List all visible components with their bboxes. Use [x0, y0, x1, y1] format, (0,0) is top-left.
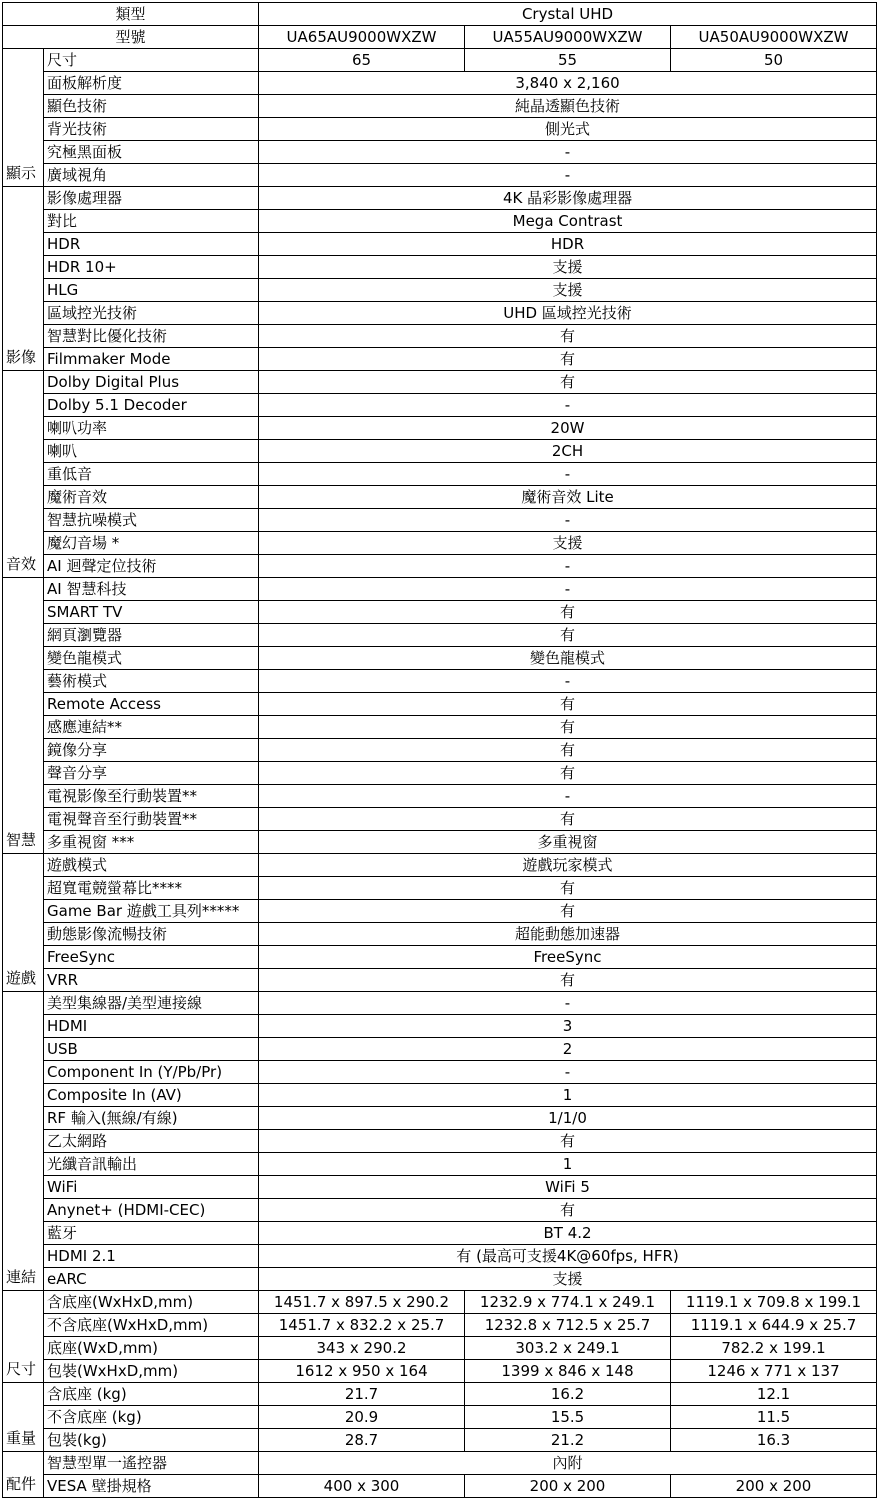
spec-value: -: [259, 141, 877, 164]
spec-label: 包裝(kg): [44, 1429, 259, 1452]
spec-value: -: [259, 992, 877, 1015]
spec-value: 3: [259, 1015, 877, 1038]
spec-row: [3, 831, 877, 854]
spec-label: Anynet+ (HDMI-CEC): [44, 1199, 259, 1222]
spec-value: 200 x 200: [465, 1475, 671, 1498]
spec-value: 4K 晶彩影像處理器: [259, 187, 877, 210]
spec-label: Composite In (AV): [44, 1084, 259, 1107]
spec-value: 1: [259, 1153, 877, 1176]
spec-value: 有: [259, 325, 877, 348]
spec-label: 智慧抗噪模式: [44, 509, 259, 532]
spec-value: 2: [259, 1038, 877, 1061]
spec-label: 多重視窗 ***: [44, 831, 259, 854]
spec-row: [3, 486, 877, 509]
spec-row: [3, 164, 877, 187]
spec-row: [3, 946, 877, 969]
spec-label: 對比: [44, 210, 259, 233]
spec-value: 20W: [259, 417, 877, 440]
spec-row: [3, 1199, 877, 1222]
spec-value: -: [259, 164, 877, 187]
spec-value: 1451.7 x 897.5 x 290.2: [259, 1291, 465, 1314]
spec-label: HDR 10+: [44, 256, 259, 279]
model-name: UA50AU9000WXZW: [671, 26, 877, 49]
spec-value: 1119.1 x 644.9 x 25.7: [671, 1314, 877, 1337]
spec-row: [3, 1452, 877, 1475]
spec-row: [3, 1061, 877, 1084]
spec-label: 魔術音效: [44, 486, 259, 509]
spec-label: 底座(WxD,mm): [44, 1337, 259, 1360]
spec-label: RF 輸入(無線/有線): [44, 1107, 259, 1130]
spec-value: 55: [465, 49, 671, 72]
spec-label: 電視聲音至行動裝置**: [44, 808, 259, 831]
spec-value: 50: [671, 49, 877, 72]
spec-value: 16.2: [465, 1383, 671, 1406]
spec-value: 1451.7 x 832.2 x 25.7: [259, 1314, 465, 1337]
spec-row: [3, 1130, 877, 1153]
category-label: 影像: [3, 187, 44, 371]
spec-value: 343 x 290.2: [259, 1337, 465, 1360]
spec-value: 支援: [259, 532, 877, 555]
spec-value: 純晶透顯色技術: [259, 95, 877, 118]
spec-value: 2CH: [259, 440, 877, 463]
spec-row: [3, 1475, 877, 1498]
spec-label: 聲音分享: [44, 762, 259, 785]
spec-value: FreeSync: [259, 946, 877, 969]
spec-value: 11.5: [671, 1406, 877, 1429]
spec-value: 支援: [259, 256, 877, 279]
spec-label: 魔幻音場 *: [44, 532, 259, 555]
spec-row: [3, 647, 877, 670]
spec-value: 側光式: [259, 118, 877, 141]
spec-label: Filmmaker Mode: [44, 348, 259, 371]
spec-value: 有: [259, 371, 877, 394]
spec-value: 21.7: [259, 1383, 465, 1406]
spec-value: 有: [259, 693, 877, 716]
spec-label: 究極黑面板: [44, 141, 259, 164]
spec-value: 有: [259, 808, 877, 831]
spec-row: [3, 785, 877, 808]
category-label: 尺寸: [3, 1291, 44, 1383]
spec-value: -: [259, 555, 877, 578]
spec-row: [3, 992, 877, 1015]
spec-value: 1399 x 846 x 148: [465, 1360, 671, 1383]
spec-value: 65: [259, 49, 465, 72]
spec-value: 有: [259, 716, 877, 739]
spec-row: [3, 900, 877, 923]
model-label: 型號: [3, 26, 259, 49]
spec-label: 不含底座(WxHxD,mm): [44, 1314, 259, 1337]
spec-row: [3, 187, 877, 210]
spec-value: WiFi 5: [259, 1176, 877, 1199]
spec-row: [3, 325, 877, 348]
category-label: 顯示: [3, 49, 44, 187]
spec-row: [3, 348, 877, 371]
spec-label: Remote Access: [44, 693, 259, 716]
spec-value: 3,840 x 2,160: [259, 72, 877, 95]
spec-label: 超寬電競螢幕比****: [44, 877, 259, 900]
spec-value: 1119.1 x 709.8 x 199.1: [671, 1291, 877, 1314]
spec-value: -: [259, 578, 877, 601]
spec-label: Game Bar 遊戲工具列*****: [44, 900, 259, 923]
spec-value: 有: [259, 739, 877, 762]
spec-label: HDMI: [44, 1015, 259, 1038]
spec-value: 303.2 x 249.1: [465, 1337, 671, 1360]
spec-label: USB: [44, 1038, 259, 1061]
spec-row: [3, 624, 877, 647]
spec-row: [3, 279, 877, 302]
spec-label: 不含底座 (kg): [44, 1406, 259, 1429]
spec-row: [3, 233, 877, 256]
spec-label: 光纖音訊輸出: [44, 1153, 259, 1176]
spec-label: 喇叭功率: [44, 417, 259, 440]
spec-value: 遊戲玩家模式: [259, 854, 877, 877]
spec-label: 含底座(WxHxD,mm): [44, 1291, 259, 1314]
spec-value: 有: [259, 762, 877, 785]
spec-row: [3, 1383, 877, 1406]
spec-label: Dolby 5.1 Decoder: [44, 394, 259, 417]
spec-value: 變色龍模式: [259, 647, 877, 670]
spec-value: 有: [259, 1199, 877, 1222]
spec-value: 有: [259, 969, 877, 992]
spec-label: HDR: [44, 233, 259, 256]
spec-label: 智慧型單一遙控器: [44, 1452, 259, 1475]
spec-row: [3, 1245, 877, 1268]
spec-value: Mega Contrast: [259, 210, 877, 233]
spec-row: [3, 739, 877, 762]
spec-row: [3, 1337, 877, 1360]
spec-label: 動態影像流暢技術: [44, 923, 259, 946]
spec-value: -: [259, 785, 877, 808]
spec-row: [3, 854, 877, 877]
spec-label: HDMI 2.1: [44, 1245, 259, 1268]
spec-label: AI 迴聲定位技術: [44, 555, 259, 578]
spec-value: 內附: [259, 1452, 877, 1475]
spec-label: 藝術模式: [44, 670, 259, 693]
spec-value: 超能動態加速器: [259, 923, 877, 946]
spec-row: [3, 555, 877, 578]
spec-value: 有: [259, 877, 877, 900]
spec-row: [3, 1015, 877, 1038]
spec-value: 有: [259, 624, 877, 647]
spec-value: 支援: [259, 279, 877, 302]
spec-value: 1232.8 x 712.5 x 25.7: [465, 1314, 671, 1337]
spec-value: 有: [259, 900, 877, 923]
category-label: 連結: [3, 992, 44, 1291]
spec-value: 1: [259, 1084, 877, 1107]
spec-label: VRR: [44, 969, 259, 992]
spec-label: 區域控光技術: [44, 302, 259, 325]
spec-row: [3, 601, 877, 624]
spec-label: 網頁瀏覽器: [44, 624, 259, 647]
type-value: Crystal UHD: [259, 3, 877, 26]
spec-row: [3, 118, 877, 141]
spec-row: [3, 509, 877, 532]
model-name: UA65AU9000WXZW: [259, 26, 465, 49]
spec-row: [3, 371, 877, 394]
spec-row: [3, 417, 877, 440]
spec-label: Component In (Y/Pb/Pr): [44, 1061, 259, 1084]
spec-label: 影像處理器: [44, 187, 259, 210]
spec-label: 重低音: [44, 463, 259, 486]
spec-value: 支援: [259, 1268, 877, 1291]
spec-row: [3, 693, 877, 716]
spec-label: Dolby Digital Plus: [44, 371, 259, 394]
spec-row: [3, 532, 877, 555]
spec-row: [3, 1314, 877, 1337]
spec-label: AI 智慧科技: [44, 578, 259, 601]
spec-value: 有 (最高可支援4K@60fps, HFR): [259, 1245, 877, 1268]
spec-label: 電視影像至行動裝置**: [44, 785, 259, 808]
spec-row: [3, 969, 877, 992]
spec-row: [3, 1038, 877, 1061]
spec-row: [3, 1084, 877, 1107]
spec-row: [3, 72, 877, 95]
spec-label: 尺寸: [44, 49, 259, 72]
spec-value: 782.2 x 199.1: [671, 1337, 877, 1360]
spec-label: 遊戲模式: [44, 854, 259, 877]
spec-row: [3, 670, 877, 693]
spec-value: 1232.9 x 774.1 x 249.1: [465, 1291, 671, 1314]
category-label: 重量: [3, 1383, 44, 1452]
spec-row: [3, 1291, 877, 1314]
spec-row: [3, 95, 877, 118]
spec-row: [3, 141, 877, 164]
spec-value: 28.7: [259, 1429, 465, 1452]
spec-value: 16.3: [671, 1429, 877, 1452]
spec-label: FreeSync: [44, 946, 259, 969]
spec-value: 1246 x 771 x 137: [671, 1360, 877, 1383]
spec-value: 15.5: [465, 1406, 671, 1429]
spec-row: [3, 49, 877, 72]
spec-value: -: [259, 463, 877, 486]
spec-label: eARC: [44, 1268, 259, 1291]
spec-value: -: [259, 509, 877, 532]
spec-label: 感應連結**: [44, 716, 259, 739]
spec-row: [3, 302, 877, 325]
spec-value: UHD 區域控光技術: [259, 302, 877, 325]
spec-value: 魔術音效 Lite: [259, 486, 877, 509]
spec-value: 21.2: [465, 1429, 671, 1452]
spec-table-body: [3, 3, 877, 1498]
spec-value: -: [259, 394, 877, 417]
spec-value: 1/1/0: [259, 1107, 877, 1130]
type-row: [3, 3, 877, 26]
spec-value: 多重視窗: [259, 831, 877, 854]
spec-label: 喇叭: [44, 440, 259, 463]
spec-label: 包裝(WxHxD,mm): [44, 1360, 259, 1383]
spec-row: [3, 1406, 877, 1429]
spec-label: 面板解析度: [44, 72, 259, 95]
spec-value: 400 x 300: [259, 1475, 465, 1498]
spec-label: 廣域視角: [44, 164, 259, 187]
spec-row: [3, 808, 877, 831]
category-label: 音效: [3, 371, 44, 578]
spec-row: [3, 1222, 877, 1245]
spec-row: [3, 716, 877, 739]
spec-value: 12.1: [671, 1383, 877, 1406]
spec-row: [3, 440, 877, 463]
spec-value: 有: [259, 1130, 877, 1153]
spec-label: SMART TV: [44, 601, 259, 624]
category-label: 配件: [3, 1452, 44, 1498]
spec-label: 顯色技術: [44, 95, 259, 118]
spec-row: [3, 210, 877, 233]
spec-label: 智慧對比優化技術: [44, 325, 259, 348]
spec-row: [3, 1107, 877, 1130]
spec-row: [3, 578, 877, 601]
spec-row: [3, 256, 877, 279]
spec-label: 美型集線器/美型連接線: [44, 992, 259, 1015]
spec-value: 20.9: [259, 1406, 465, 1429]
spec-label: 背光技術: [44, 118, 259, 141]
spec-label: WiFi: [44, 1176, 259, 1199]
spec-row: [3, 1176, 877, 1199]
spec-value: HDR: [259, 233, 877, 256]
spec-row: [3, 1268, 877, 1291]
spec-row: [3, 923, 877, 946]
spec-row: [3, 463, 877, 486]
spec-value: 200 x 200: [671, 1475, 877, 1498]
spec-row: [3, 877, 877, 900]
spec-label: 藍牙: [44, 1222, 259, 1245]
spec-row: [3, 394, 877, 417]
spec-value: -: [259, 1061, 877, 1084]
spec-table: [2, 2, 877, 1498]
spec-value: 有: [259, 601, 877, 624]
spec-row: [3, 1360, 877, 1383]
spec-row: [3, 762, 877, 785]
spec-value: BT 4.2: [259, 1222, 877, 1245]
spec-label: 含底座 (kg): [44, 1383, 259, 1406]
spec-value: -: [259, 670, 877, 693]
spec-row: [3, 1153, 877, 1176]
spec-label: 鏡像分享: [44, 739, 259, 762]
type-label: 類型: [3, 3, 259, 26]
spec-label: 乙太網路: [44, 1130, 259, 1153]
spec-row: [3, 1429, 877, 1452]
spec-label: 變色龍模式: [44, 647, 259, 670]
spec-label: VESA 壁掛規格: [44, 1475, 259, 1498]
spec-label: HLG: [44, 279, 259, 302]
spec-value: 1612 x 950 x 164: [259, 1360, 465, 1383]
category-label: 智慧: [3, 578, 44, 854]
spec-value: 有: [259, 348, 877, 371]
model-name: UA55AU9000WXZW: [465, 26, 671, 49]
category-label: 遊戲: [3, 854, 44, 992]
model-row: [3, 26, 877, 49]
